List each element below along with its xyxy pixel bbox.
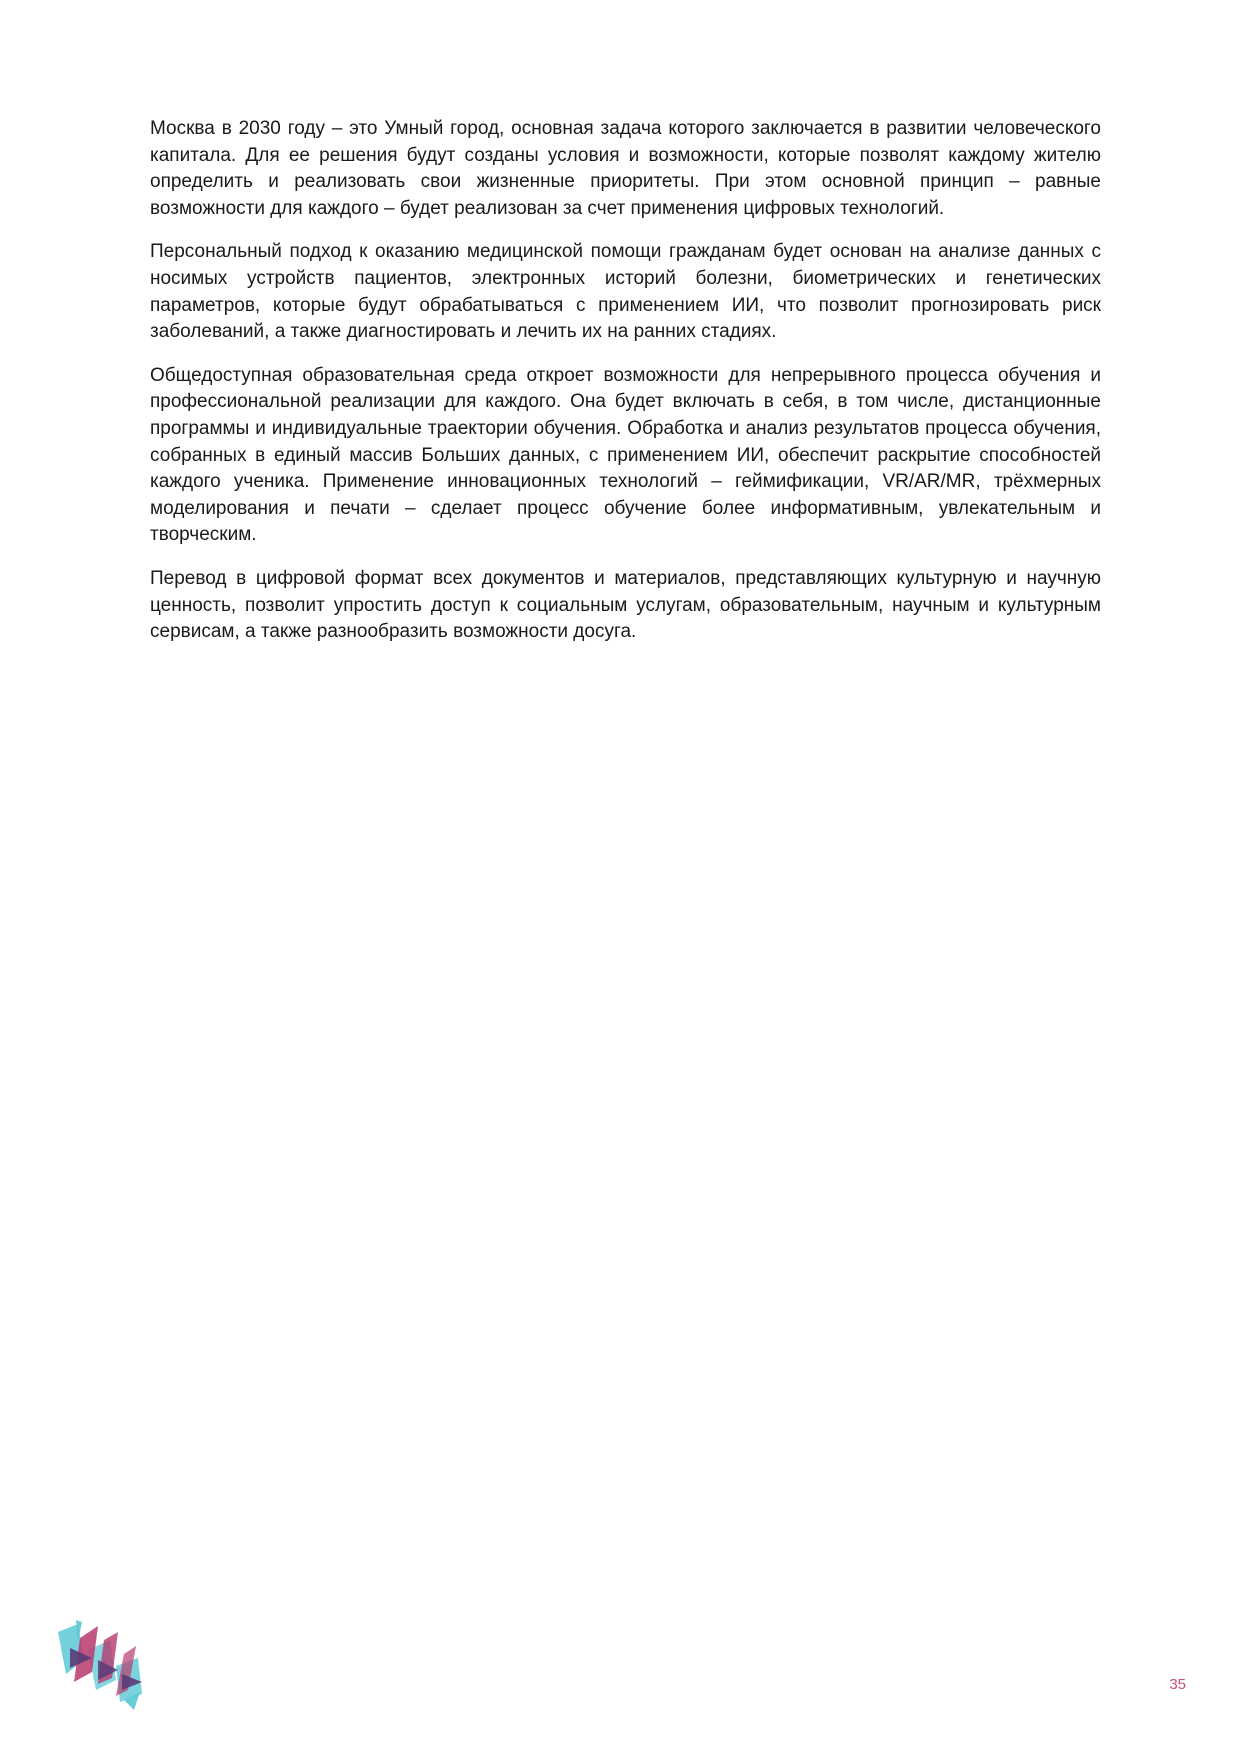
page-number: 35 [1169,1676,1186,1693]
paragraph-healthcare: Персональный подход к оказанию медицинской помощи гражданам будет основан на анализе данных с носимых устройств пациентов, электронных историй болезни, биометрических и генетических параметров, которые будут обрабатываться с применением ИИ, что позволит прогнозировать риск заболеваний, а также диагностировать и лечить их на ранних стадиях. [150,241,1101,343]
paragraph-digitization: Перевод в цифровой формат всех документов и материалов, представляющих культурную и научную ценность, позволит упростить доступ к социальным услугам, образовательным, научным и культурным сервисам, а также разнообразить возможности досуга. [150,567,1101,643]
paragraph-education: Общедоступная образовательная среда откроет возможности для непрерывного процесса обучения и профессиональной реализации для каждого. Она будет включать в себя, в том числе, дистанционные программы и индивидуальные траектории обучения. Обработка и анализ результатов процесса обучения, собранных в единый массив Больших данных, с применением ИИ, обеспечит раскрытие способностей каждого ученика. Применение инновационных технологий – геймификации, VR/AR/MR, трёхмерных моделирования и печати – сделает процесс обучение более информативным, увлекательным и творческим. [150,364,1101,546]
paragraph-smart-city: Москва в 2030 году – это Умный город, основная задача которого заключается в развитии человеческого капитала. Для ее решения будут созданы условия и возможности, которые позволят каждому жителю определить и реализовать свои жизненные приоритеты. При этом основной принцип – равные возможности для каждого – будет реализован за счет применения цифровых технологий. [150,118,1101,219]
page-body [150,116,1101,663]
moscow-smart-city-logo-icon [58,1620,162,1710]
